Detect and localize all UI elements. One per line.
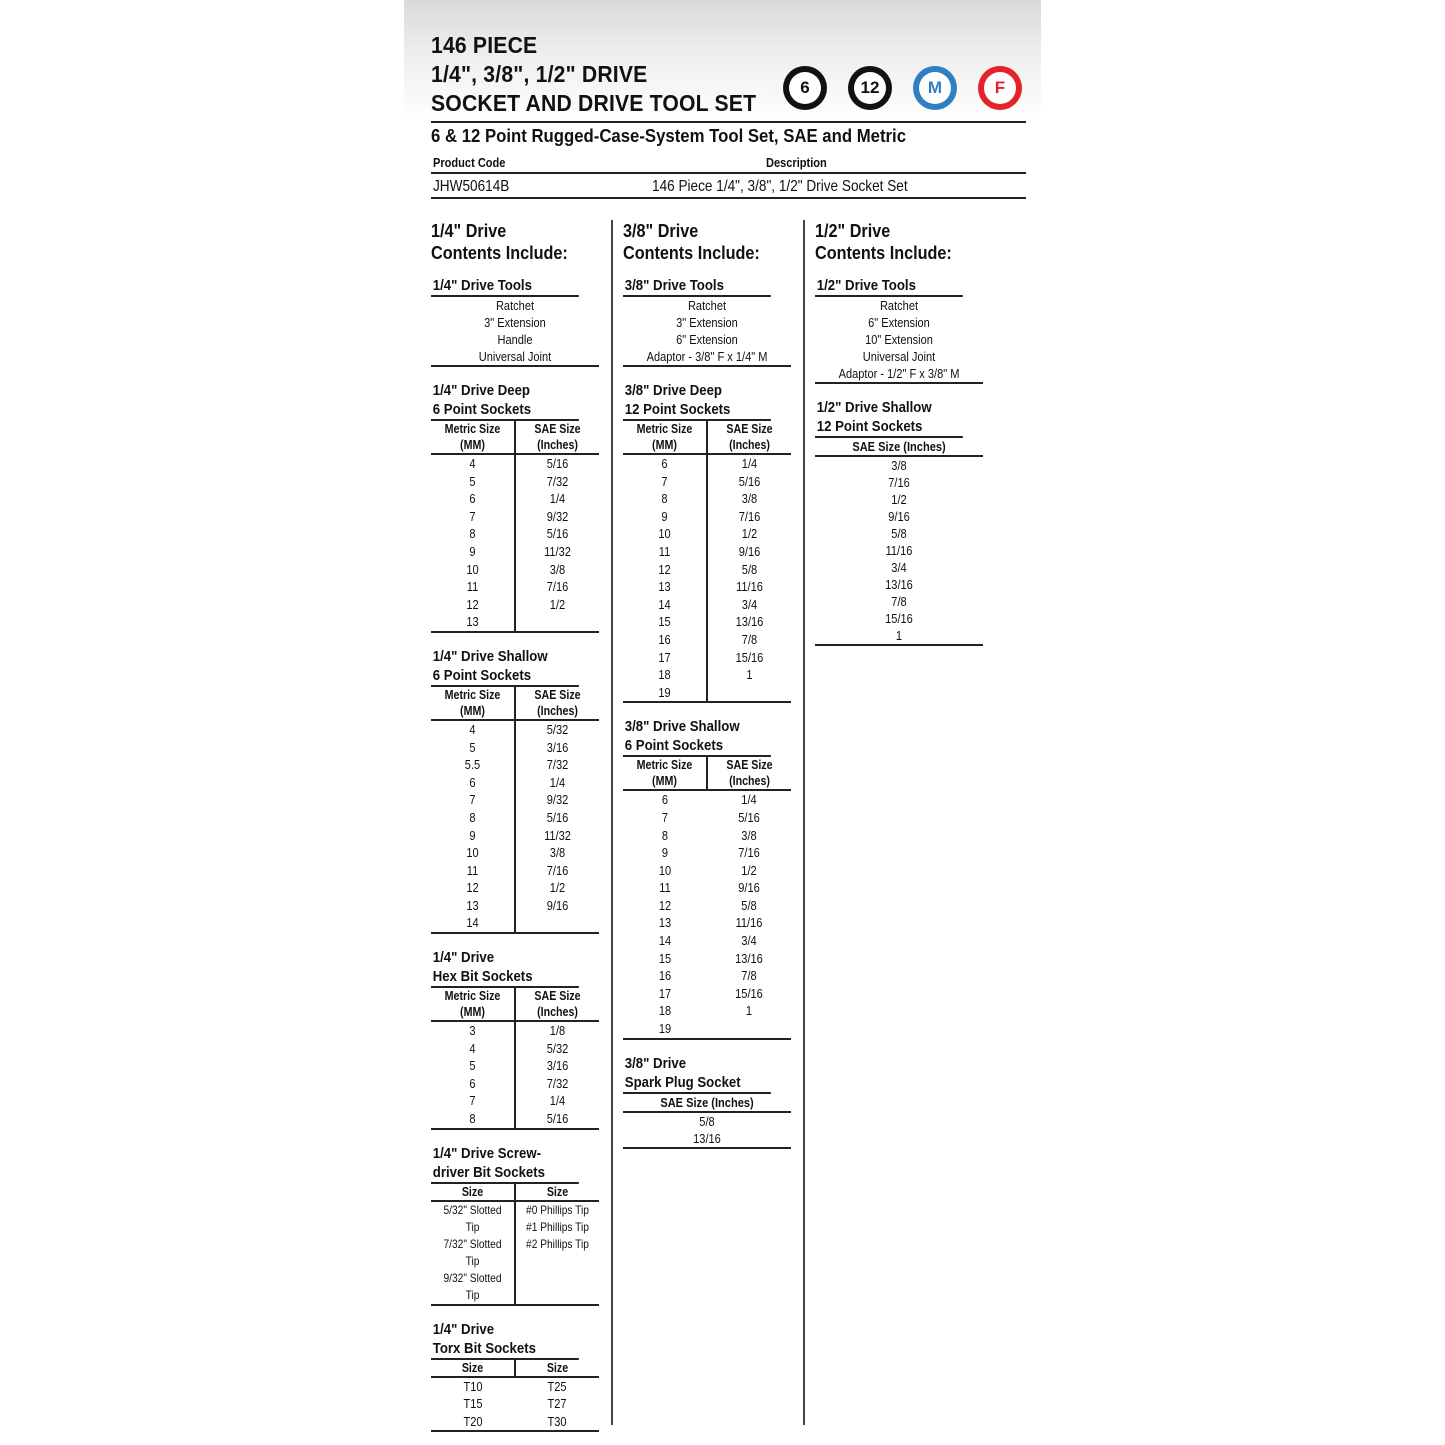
- sae-size: 7/16: [546, 862, 569, 878]
- deep-socket-table: [623, 455, 791, 703]
- sae-size: 11/32: [544, 543, 571, 559]
- tool-item: 3" Extension: [676, 315, 738, 330]
- sae-size: 7/32: [546, 473, 569, 489]
- metric-size: 12: [658, 561, 671, 577]
- metric-size: 11: [466, 579, 479, 595]
- metric-size: 7: [469, 792, 476, 808]
- metric-size: 6: [469, 774, 476, 790]
- sae-size: 9/32: [546, 508, 569, 524]
- tool-item: Adaptor - 3/8" F x 1/4" M: [646, 349, 768, 364]
- metric-size: 8: [469, 809, 476, 825]
- metric-size: 10: [658, 862, 672, 878]
- torx-bit-table: [431, 1378, 599, 1433]
- sae-size: 5/16: [546, 809, 569, 825]
- metric-size: 9: [661, 845, 669, 861]
- tool-item: 6" Extension: [676, 332, 738, 347]
- sae-size: 13/16: [735, 614, 764, 630]
- tool-item: Ratchet: [879, 298, 919, 313]
- metric-size: 16: [658, 631, 671, 647]
- sae-size: 11/16: [885, 543, 913, 558]
- sae-size: 5/16: [546, 1111, 569, 1127]
- sae-size: 13/16: [693, 1130, 721, 1146]
- section-title: 1/4" Drive Screw- driver Bit Sockets: [431, 1144, 579, 1184]
- metric-size: 13: [466, 897, 479, 913]
- metric-size: 11: [658, 543, 671, 559]
- section-title: 3/8" Drive Tools: [623, 276, 771, 297]
- sae-size: 1/2: [549, 596, 566, 612]
- metric-size: 6: [661, 456, 668, 471]
- product-description: 146 Piece 1/4", 3/8", 1/2" Drive Socket Set: [652, 178, 908, 195]
- sae-size: 5/8: [741, 561, 758, 577]
- table-header: Size Size: [431, 1184, 599, 1202]
- tool-item: Ratchet: [687, 298, 727, 313]
- spark-plug-list: [623, 1113, 791, 1149]
- half-inch-column: [815, 220, 983, 646]
- sae-size: 3/8: [549, 561, 566, 577]
- metric-size: 5: [469, 1058, 476, 1074]
- table-header: Metric Size (MM) SAE Size (Inches): [431, 687, 599, 721]
- sae-size: 3/16: [546, 1058, 569, 1074]
- metric-size: 6: [469, 1075, 476, 1091]
- sae-size: 3/16: [546, 739, 569, 755]
- phillips-size: #2 Phillips Tip: [526, 1236, 589, 1251]
- section-title: 1/4" Drive Shallow 6 Point Sockets: [431, 647, 579, 687]
- shallow-socket-table: [623, 791, 791, 1039]
- tools-list: [431, 297, 599, 367]
- slotted-size: 7/32" Slotted Tip: [443, 1236, 502, 1268]
- table-header: Size Size: [431, 1360, 599, 1378]
- sae-size: 1/2: [549, 880, 566, 896]
- metric-size: 6: [661, 792, 669, 808]
- section-title: 1/2" Drive Tools: [815, 276, 963, 297]
- sae-size: 5/32: [546, 1040, 569, 1056]
- table-header: Metric Size (MM) SAE Size (Inches): [431, 421, 599, 455]
- sae-size: 5/32: [546, 721, 569, 737]
- sae-size: 9/16: [546, 897, 569, 913]
- metric-size: 4: [469, 721, 476, 737]
- metric-size: 12: [658, 897, 672, 913]
- table-header: SAE Size (Inches): [815, 438, 983, 457]
- column-heading: 3/8" Drive Contents Include:: [623, 221, 760, 263]
- sae-size: 3/8: [891, 458, 907, 473]
- tool-item: 3" Extension: [484, 315, 546, 330]
- tool-item: Handle: [497, 332, 533, 347]
- metric-size: 7: [661, 809, 669, 825]
- metric-size: 12: [466, 596, 479, 612]
- sae-size: 11/16: [735, 915, 763, 931]
- metric-size: 11: [466, 862, 479, 878]
- section-title: 1/4" Drive Torx Bit Sockets: [431, 1320, 579, 1360]
- sae-size: 1: [745, 1003, 753, 1019]
- metric-size: 11: [659, 880, 671, 896]
- metric-size: 14: [466, 915, 479, 931]
- phillips-size: #0 Phillips Tip: [526, 1202, 589, 1217]
- metric-size: 18: [658, 1003, 672, 1019]
- slotted-size: 9/32" Slotted Tip: [443, 1270, 502, 1302]
- metric-icon: M: [913, 66, 957, 110]
- shallow-socket-list: [815, 457, 983, 646]
- tool-item: Universal Joint: [862, 349, 936, 364]
- metric-size: 15: [658, 950, 672, 966]
- sae-size: 1/4: [741, 792, 757, 808]
- sae-size: 7/16: [738, 508, 761, 524]
- sae-size: 3/8: [741, 491, 758, 507]
- hex-bit-table: [431, 1022, 599, 1130]
- sae-size: 3/8: [549, 845, 566, 861]
- screwdriver-bit-table: [431, 1202, 599, 1306]
- column-heading: 1/2" Drive Contents Include:: [815, 221, 952, 263]
- sae-size: 5/16: [546, 456, 569, 471]
- tool-item: Adaptor - 1/2" F x 3/8" M: [838, 366, 960, 381]
- title-line-1: 146 PIECE: [431, 32, 538, 58]
- sae-size: 15/16: [885, 611, 913, 626]
- sae-size: 7/16: [888, 475, 910, 490]
- title-line-2: 1/4", 3/8", 1/2" DRIVE: [431, 61, 648, 87]
- sae-size: 5/8: [699, 1113, 715, 1129]
- spec-sheet: [404, 0, 1041, 1445]
- sae-size: 5/8: [741, 897, 757, 913]
- sae-size: 11/16: [736, 579, 763, 595]
- metric-size: 8: [469, 526, 476, 542]
- sae-size: 11/32: [544, 827, 571, 843]
- tools-list: [623, 297, 791, 367]
- sae-size: 5/8: [891, 526, 907, 541]
- sae-size: 13/16: [735, 950, 763, 966]
- section-title: 1/2" Drive Shallow 12 Point Sockets: [815, 398, 963, 438]
- sae-size: 9/32: [546, 792, 569, 808]
- sae-size: 1/2: [741, 526, 758, 542]
- phillips-size: #1 Phillips Tip: [526, 1219, 589, 1234]
- metric-size: 13: [658, 915, 672, 931]
- sae-size: 7/16: [546, 579, 569, 595]
- metric-size: 10: [466, 561, 479, 577]
- description-header: Description: [766, 155, 827, 170]
- metric-size: 8: [469, 1111, 476, 1127]
- metric-size: 8: [661, 827, 669, 843]
- table-header: Metric Size (MM) SAE Size (Inches): [623, 421, 791, 455]
- section-title: 3/8" Drive Spark Plug Socket: [623, 1054, 771, 1094]
- twelve-point-icon: 12: [848, 66, 892, 110]
- fractional-icon: F: [978, 66, 1022, 110]
- metric-size: 19: [658, 1021, 672, 1037]
- header-rule: [431, 121, 1026, 123]
- metric-size: 17: [658, 649, 671, 665]
- column-divider: [803, 220, 805, 1425]
- tools-list: [815, 297, 983, 384]
- sae-size: 7/32: [546, 757, 569, 773]
- sae-size: 1/2: [741, 862, 757, 878]
- metric-size: 15: [658, 614, 671, 630]
- metric-size: 14: [658, 596, 671, 612]
- table-header: SAE Size (Inches): [623, 1094, 791, 1113]
- torx-size: T20: [463, 1413, 483, 1429]
- sae-size: 1/4: [549, 491, 566, 507]
- sae-size: 9/16: [888, 509, 910, 524]
- section-title: 3/8" Drive Deep 12 Point Sockets: [623, 381, 771, 421]
- metric-size: 16: [658, 968, 672, 984]
- section-title: 3/8" Drive Shallow 6 Point Sockets: [623, 717, 771, 757]
- metric-size: 10: [466, 845, 479, 861]
- sae-size: 15/16: [735, 649, 764, 665]
- sae-size: 7/8: [741, 631, 758, 647]
- torx-size: T15: [463, 1396, 483, 1412]
- sae-size: 3/4: [891, 560, 907, 575]
- six-point-icon: 6: [783, 66, 827, 110]
- metric-size: 3: [469, 1023, 476, 1039]
- metric-size: 6: [469, 491, 476, 507]
- metric-size: 14: [658, 933, 672, 949]
- sae-size: 15/16: [735, 985, 763, 1001]
- sae-size: 1/2: [891, 492, 907, 507]
- product-code-header: Product Code: [433, 155, 506, 170]
- tool-item: 6" Extension: [868, 315, 930, 330]
- metric-size: 13: [658, 579, 671, 595]
- sae-size: 1/4: [549, 774, 566, 790]
- deep-socket-table: [431, 455, 599, 633]
- table-header: Metric Size (MM) SAE Size (Inches): [623, 757, 791, 791]
- metric-size: 8: [661, 491, 668, 507]
- metric-size: 7: [661, 473, 668, 489]
- tool-item: Universal Joint: [478, 349, 552, 364]
- sae-size: 1: [746, 667, 753, 683]
- metric-size: 18: [658, 667, 671, 683]
- section-title: 1/4" Drive Deep 6 Point Sockets: [431, 381, 579, 421]
- product-code: JHW50614B: [433, 178, 510, 195]
- sae-size: 3/4: [741, 933, 757, 949]
- metric-size: 9: [469, 827, 476, 843]
- metric-size: 9: [469, 543, 476, 559]
- sae-size: 7/32: [546, 1075, 569, 1091]
- sae-size: 5/16: [546, 526, 569, 542]
- metric-size: 5.5: [464, 757, 481, 773]
- table-header: Metric Size (MM) SAE Size (Inches): [431, 988, 599, 1022]
- sae-size: 1/8: [549, 1023, 566, 1039]
- torx-size: T27: [547, 1396, 567, 1412]
- section-title: 1/4" Drive Hex Bit Sockets: [431, 948, 579, 988]
- tool-item: 10" Extension: [865, 332, 933, 347]
- shallow-socket-table: [431, 721, 599, 934]
- sae-size: 3/8: [741, 827, 757, 843]
- metric-size: 17: [658, 985, 672, 1001]
- quarter-inch-column: [431, 220, 599, 1432]
- metric-size: 5: [469, 473, 476, 489]
- column-divider: [611, 220, 613, 1425]
- metric-size: 4: [469, 456, 476, 471]
- sae-size: 7/16: [738, 845, 760, 861]
- sae-size: 7/8: [891, 594, 907, 609]
- metric-size: 12: [466, 880, 479, 896]
- metric-size: 9: [661, 508, 668, 524]
- sae-size: 7/8: [741, 968, 757, 984]
- sae-size: 5/16: [738, 809, 760, 825]
- torx-size: T30: [547, 1413, 567, 1429]
- title-line-3: SOCKET AND DRIVE TOOL SET: [431, 90, 757, 116]
- column-heading: 1/4" Drive Contents Include:: [431, 221, 568, 263]
- three-eighths-inch-column: [623, 220, 791, 1149]
- sae-size: 9/16: [738, 880, 760, 896]
- metric-size: 5: [469, 739, 476, 755]
- sae-size: 1: [895, 628, 903, 643]
- sae-size: 1/4: [741, 456, 758, 471]
- product-footer-rule: [431, 197, 1026, 199]
- subtitle: 6 & 12 Point Rugged-Case-System Tool Set, SAE and Metric: [431, 126, 907, 146]
- sae-size: 1/4: [549, 1093, 566, 1109]
- sae-size: 3/4: [741, 596, 758, 612]
- sae-size: 5/16: [738, 473, 761, 489]
- metric-size: 7: [469, 508, 476, 524]
- section-title: 1/4" Drive Tools: [431, 276, 579, 297]
- tool-item: Ratchet: [495, 298, 535, 313]
- torx-size: T10: [463, 1378, 483, 1394]
- sae-size: 13/16: [885, 577, 913, 592]
- sae-size: 9/16: [738, 543, 761, 559]
- product-header-rule: [431, 172, 1026, 174]
- slotted-size: 5/32" Slotted Tip: [443, 1202, 502, 1234]
- metric-size: 7: [469, 1093, 476, 1109]
- metric-size: 4: [469, 1040, 476, 1056]
- torx-size: T25: [547, 1378, 567, 1394]
- metric-size: 10: [658, 526, 671, 542]
- metric-size: 13: [466, 614, 479, 630]
- metric-size: 19: [658, 684, 671, 700]
